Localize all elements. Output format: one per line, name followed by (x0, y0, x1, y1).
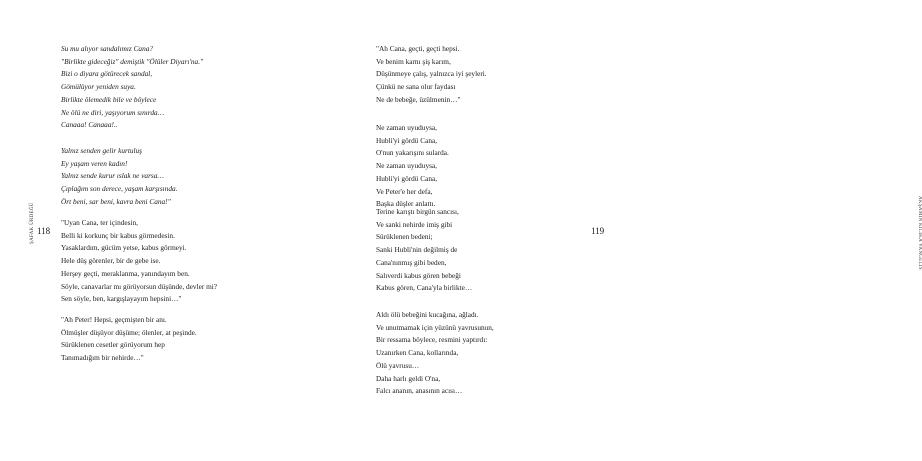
poem-line: Ve Peter'e her defa, (376, 186, 433, 196)
poem-line: Ne ölü ne diri, yaşıyorum sınırda… (61, 107, 165, 117)
right-stanza-3 (376, 206, 472, 295)
left-stanza-1 (61, 43, 203, 132)
poem-line: Ve unutmamak için yüzünü yavrusunun, (376, 322, 494, 332)
poem-line: Ne zaman uyuduysa, (376, 161, 437, 171)
right-running-header: AKŞAMIN KILIKA VANGELİS (917, 196, 922, 270)
poem-line: O'nun yakarışını sularda. (376, 148, 449, 158)
right-page-number: 119 (591, 226, 605, 236)
poem-line: Sürüklenen bedeni; (376, 232, 433, 242)
poem-line: Ne de bebeğe, üzülmenin…" (376, 94, 461, 104)
poem-line: Düşünmeye çalış, yalnızca iyi şeyleri. (376, 69, 487, 79)
poem-line: Bir ressama böylece, resmini yaptırdı: (376, 335, 488, 345)
right-stanza-1 (376, 43, 487, 107)
poem-line: Bizi o diyara götürecek sandal, (61, 69, 153, 79)
left-stanza-4 (61, 314, 197, 365)
poem-line: Ve sanki nehirde imiş gibi (376, 219, 453, 229)
poem-line: Hubli'yi gördü Cana, (376, 135, 438, 145)
poem-line: Salıverdi kabus gören bebeği (376, 270, 461, 280)
poem-line: Yalnız senden gelir kurtuluş (61, 146, 143, 155)
poem-line: Çünkü ne sana olur faydası (376, 82, 456, 92)
left-stanza-2 (61, 145, 177, 209)
poem-line: Ne zaman uyuduysa, (376, 123, 437, 132)
poem-line: Yalnız sende kurur ıslak ne varsa… (61, 171, 164, 181)
poem-line: Ölmüşler düşüyor düşüme; ölenler, at peşinde. (61, 327, 197, 337)
poem-line: Terine karıştı birgün sancısı, (376, 207, 459, 216)
poem-line: Daha harlı geldi O'na, (376, 373, 441, 383)
right-stanza-4 (376, 309, 494, 398)
left-running-header: ŞAFAK ÜRDEĞÜ (30, 202, 35, 244)
poem-line: Hubli'yi gördü Cana, (376, 173, 438, 183)
left-page-number: 118 (37, 226, 51, 236)
poem-line: Kabus gören, Cana'yla birlikte… (376, 283, 473, 293)
poem-line: Gömülüyor yeniden suya. (61, 82, 136, 92)
poem-line: Uzanırken Cana, kollarında, (376, 348, 459, 358)
poem-line: Sen söyle, ben, kargışlayayım hepsini…" (61, 294, 182, 304)
poem-line: "Uyan Cana, ter içindesin, (61, 218, 138, 227)
poem-line: Herşey geçti, meraklanma, yanındayım ben. (61, 268, 190, 278)
poem-line: Ve benim karnı şiş karım, (376, 56, 451, 66)
poem-line: "Ah Peter! Hepsi, geçmişten bir anı. (61, 315, 167, 324)
poem-line: Sanki Hubli'nin değilmiş de (376, 245, 458, 255)
right-stanza-2 (376, 122, 449, 211)
right-page (319, 0, 922, 461)
poem-line: Aldı ölü bebeğini kucağına, ağladı. (376, 310, 479, 319)
poem-line: Birlikte ölemedik bile ve böylece (61, 94, 157, 104)
poem-line: Hele düş görenler, bir de gebe ise. (61, 256, 161, 266)
poem-line: "Ah Cana, geçti, geçti hepsi. (376, 44, 460, 53)
poem-line: Su mu alıyor sandalımız Cana? (61, 44, 154, 53)
poem-line: Ey yaşam veren kadın! (61, 158, 128, 168)
left-page (0, 0, 319, 461)
poem-line: Tanımadığım bir nehirde…" (61, 353, 144, 363)
poem-line: Başka düşler anlattı. (376, 199, 436, 209)
poem-line: Ölü yavrusu… (376, 360, 420, 370)
poem-line: Söyle, canavarlar mı görüyorsun düşünde, devler mi? (61, 281, 218, 291)
poem-line: Yasaklardım, gücüm yetse, kabus görmeyi. (61, 243, 187, 253)
poem-line: Belli ki korkunç bir kabus görmedesin. (61, 230, 175, 240)
poem-line: Cana'nınmış gibi beden, (376, 257, 447, 267)
poem-line: Falcı ananın, anasının acısı… (376, 386, 463, 396)
poem-line: Canaaa! Canaaa!.. (61, 120, 118, 130)
poem-line: Ört beni, sar beni, kavra beni Cana!" (61, 196, 171, 206)
poem-line: Sürüklenen cesetler görüyorum hep (61, 340, 165, 350)
poem-line: Çıplağım son derece, yaşam karşısında. (61, 184, 178, 194)
poem-line: "Birlikte gideceğiz" demiştik "Ölüler Diyarı'na." (61, 56, 204, 66)
left-stanza-3 (61, 217, 217, 306)
